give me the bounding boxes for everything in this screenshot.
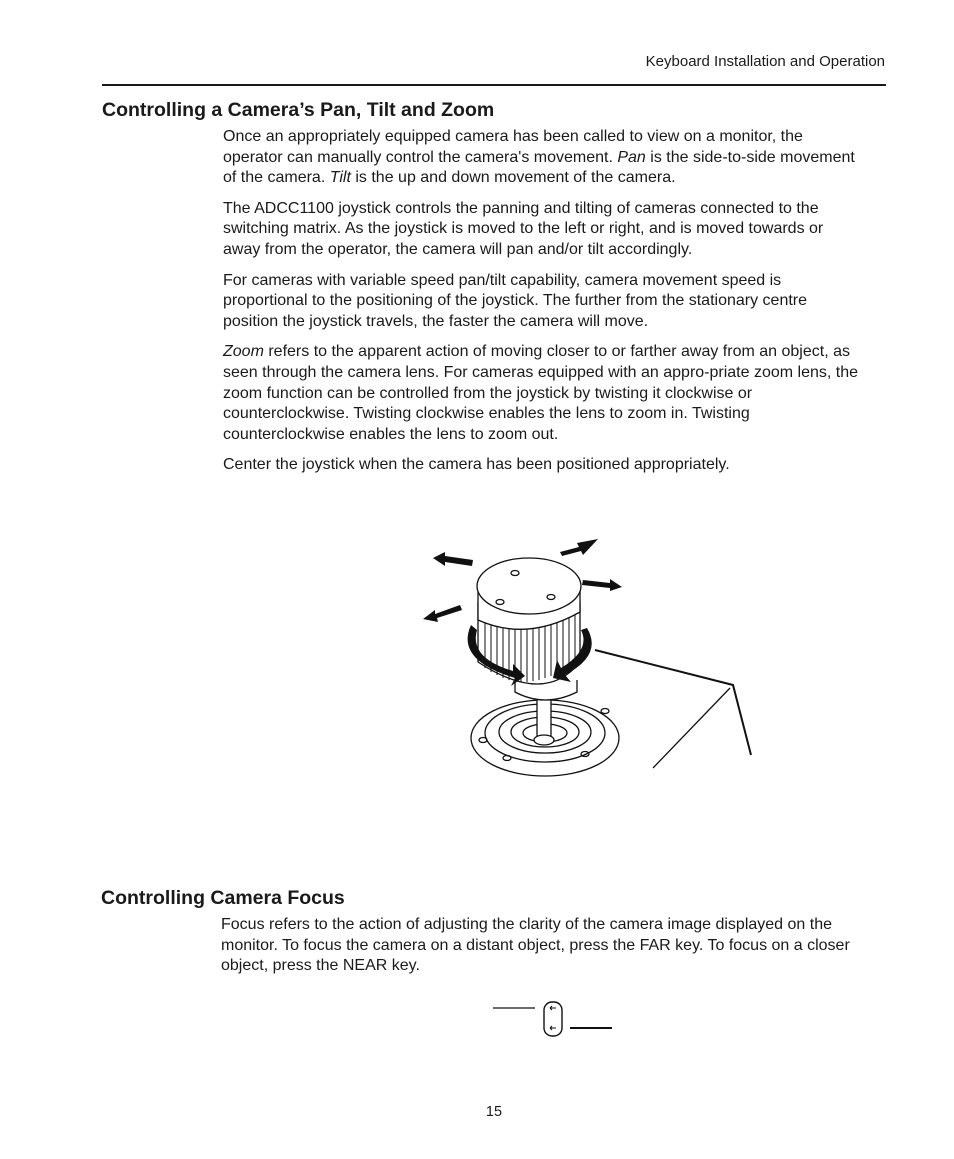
running-header: Keyboard Installation and Operation <box>645 53 885 70</box>
text: Once an appropriately equipped camera has been called to view on a monitor, the operator can manually control the camera's movement. <box>223 128 803 166</box>
focus-key-illustration <box>490 995 615 1040</box>
paragraph-zoom <box>223 342 863 445</box>
term-pan: Pan <box>617 148 646 166</box>
paragraph-pan-tilt-intro <box>223 127 863 189</box>
pan-tilt-zoom-body <box>223 127 863 486</box>
text: refers to the apparent action of moving closer to or farther away from an object, as seen through the camera lens. For cameras equipped with an appro-priate zoom lens, the zoom function can be controlled from the joystick by twisting it clockwise or counterclockwise. Twisting clockwise enables the lens to zoom in. Twisting counterclockwise enables the lens to zoom out. <box>223 343 859 443</box>
term-tilt: Tilt <box>329 169 351 187</box>
paragraph-focus: Focus refers to the action of adjusting the clarity of the camera image displayed on the monitor. To focus the camera on a distant object, press the FAR key. To focus on a closer object, press the NEAR key. <box>221 916 850 975</box>
joystick-illustration <box>415 530 760 780</box>
header-rule <box>102 84 886 86</box>
term-zoom: Zoom <box>223 343 264 361</box>
section-title-focus: Controlling Camera Focus <box>101 887 345 909</box>
section-title-pan-tilt-zoom: Controlling a Camera’s Pan, Tilt and Zoom <box>102 99 495 121</box>
paragraph-joystick-control: The ADCC1100 joystick controls the panning and tilting of cameras connected to the switching matrix. As the joystick is moved to the left or right, and is moved towards or away from the operator, the camera will pan and/or tilt accordingly. <box>223 199 824 258</box>
paragraph-center-joystick: Center the joystick when the camera has been positioned appropriately. <box>223 456 730 474</box>
page-number: 15 <box>485 1104 503 1120</box>
focus-body <box>221 915 886 987</box>
paragraph-variable-speed: For cameras with variable speed pan/tilt capability, camera movement speed is proportional to the positioning of the joystick. The further from the stationary centre position the joystick travels, the faster the camera will move. <box>223 271 808 330</box>
text: is the up and down movement of the camera. <box>350 169 676 187</box>
text: is the side-to-side movement of the camera. <box>223 148 855 187</box>
